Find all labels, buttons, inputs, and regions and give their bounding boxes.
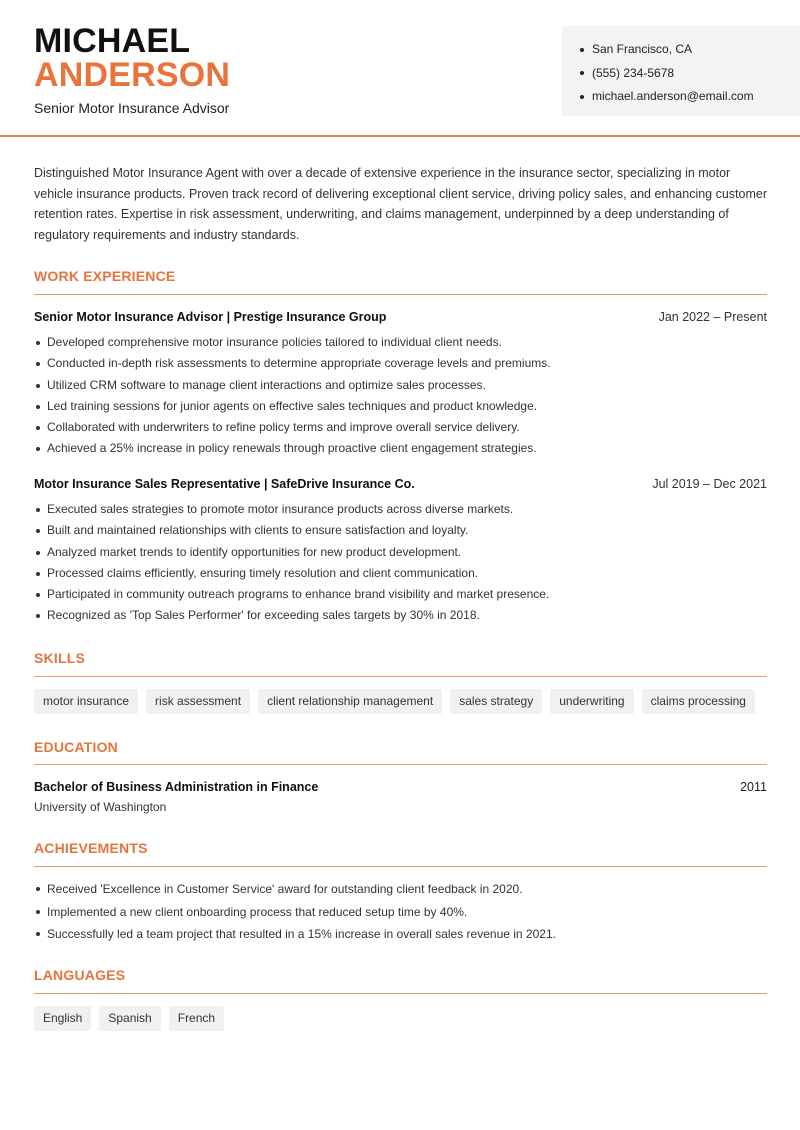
- list-item: Recognized as 'Top Sales Performer' for exceeding sales targets by 30% in 2018.: [34, 605, 767, 626]
- language-chip: Spanish: [99, 1006, 160, 1031]
- degree: Bachelor of Business Administration in Finance: [34, 780, 319, 794]
- job-header: [34, 477, 767, 491]
- section-divider: [34, 764, 767, 765]
- contact-location: [580, 38, 782, 62]
- contact-box: [562, 26, 800, 116]
- section-title-work: WORK EXPERIENCE: [34, 268, 176, 284]
- skill-chip: underwriting: [550, 689, 633, 714]
- email-text: michael.anderson@email.com: [592, 89, 754, 103]
- bullet-icon: [580, 95, 584, 99]
- summary: Distinguished Motor Insurance Agent with over a decade of extensive experience in the insurance sector, specializing in motor vehicle insurance products. Proven track record of delivering exceptional client service, driving policy sales, and enhancing customer retention rates. Expertise in risk assessment, underwriting, and claims management, underpinned by a deep understanding of regulatory requirements and industry standards.: [34, 166, 768, 243]
- job-header: [34, 310, 767, 324]
- last-name: ANDERSON: [34, 56, 231, 94]
- languages-list: [34, 1006, 224, 1031]
- graduation-year: 2011: [740, 780, 767, 794]
- skills-list: [34, 689, 755, 714]
- language-chip: English: [34, 1006, 91, 1031]
- phone-text: (555) 234-5678: [592, 65, 675, 80]
- job-role: Senior Motor Insurance Advisor | Prestige Insurance Group: [34, 310, 387, 324]
- resume-header: [0, 0, 800, 137]
- list-item: Analyzed market trends to identify opportunities for new product development.: [34, 542, 767, 563]
- job-title: Senior Motor Insurance Advisor: [34, 100, 230, 116]
- list-item: Received 'Excellence in Customer Service' award for outstanding client feedback in 2020.: [34, 878, 767, 901]
- skill-chip: sales strategy: [450, 689, 542, 714]
- list-item: Built and maintained relationships with clients to ensure satisfaction and loyalty.: [34, 520, 767, 541]
- achievement-bullets: [34, 878, 767, 946]
- section-divider: [34, 993, 767, 994]
- bullet-icon: [580, 71, 584, 75]
- skill-chip: client relationship management: [258, 689, 442, 714]
- school-name: University of Washington: [34, 800, 167, 814]
- location-text: San Francisco, CA: [592, 42, 693, 56]
- job-dates: Jul 2019 – Dec 2021: [652, 477, 767, 491]
- list-item: Utilized CRM software to manage client interactions and optimize sales processes.: [34, 375, 767, 396]
- language-chip: French: [169, 1006, 224, 1031]
- job-role: Motor Insurance Sales Representative | SafeDrive Insurance Co.: [34, 477, 415, 491]
- education-header: [34, 780, 767, 794]
- skill-chip: risk assessment: [146, 689, 250, 714]
- list-item: Collaborated with underwriters to refine policy terms and improve overall service delivery.: [34, 417, 767, 438]
- contact-phone: [580, 62, 782, 86]
- section-title-languages: LANGUAGES: [34, 967, 126, 983]
- section-title-skills: SKILLS: [34, 650, 85, 666]
- list-item: Successfully led a team project that resulted in a 15% increase in overall sales revenue in 2021.: [34, 923, 767, 946]
- list-item: Processed claims efficiently, ensuring timely resolution and client communication.: [34, 563, 767, 584]
- job-dates: Jan 2022 – Present: [658, 310, 767, 324]
- list-item: Developed comprehensive motor insurance policies tailored to individual client needs.: [34, 332, 767, 353]
- list-item: Implemented a new client onboarding process that reduced setup time by 40%.: [34, 901, 767, 924]
- section-divider: [34, 294, 767, 295]
- list-item: Achieved a 25% increase in policy renewals through proactive client engagement strategies.: [34, 438, 767, 459]
- list-item: Executed sales strategies to promote motor insurance products across diverse markets.: [34, 499, 767, 520]
- contact-email: [580, 85, 782, 109]
- list-item: Led training sessions for junior agents on effective sales techniques and product knowledge.: [34, 396, 767, 417]
- list-item: Participated in community outreach programs to enhance brand visibility and market presence.: [34, 584, 767, 605]
- job-bullets: [34, 332, 767, 460]
- section-title-education: EDUCATION: [34, 739, 118, 755]
- list-item: Conducted in-depth risk assessments to determine appropriate coverage levels and premiums.: [34, 353, 767, 374]
- section-title-achievements: ACHIEVEMENTS: [34, 840, 148, 856]
- bullet-icon: [580, 48, 584, 52]
- skill-chip: claims processing: [642, 689, 755, 714]
- job-bullets: [34, 499, 767, 627]
- section-divider: [34, 676, 767, 677]
- skill-chip: motor insurance: [34, 689, 138, 714]
- section-divider: [34, 866, 767, 867]
- first-name: MICHAEL: [34, 22, 191, 60]
